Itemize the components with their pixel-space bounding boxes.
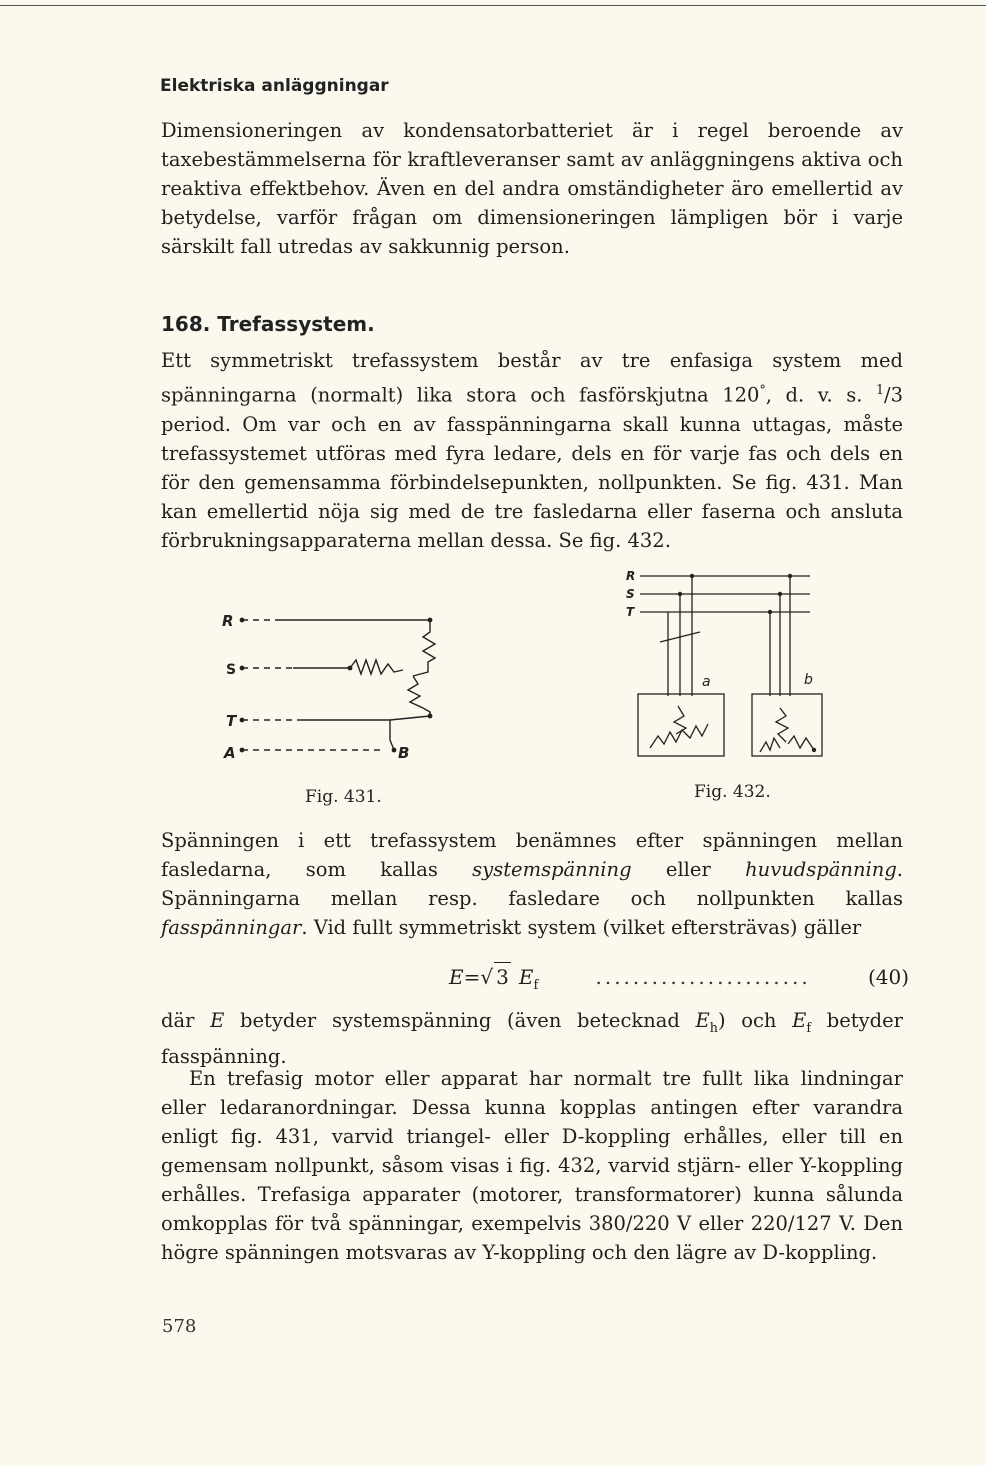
section-heading: 168. Trefassystem. (161, 312, 375, 336)
figure-431 (218, 600, 458, 779)
paragraph-trefassystem: Ett symmetriskt trefassystem består av tre enfasiga system med spänningarna (normalt) lika stora och fasförskjutna 120°, d. v. s. $^1$/3 period. Om var och en av fasspänningarna skall kunna uttagas, måste trefassystemet utföras med fyra ledare, dels en för varje fas och dels en för den gemensamma förbindelsepunkten, nollpunkten. Se fig. 431. Man kan emellertid nöja sig med de tre fasledarna eller faserna och ansluta förbrukningsapparaterna mellan dessa. Se fig. 432. (161, 349, 903, 552)
label-S: S (226, 662, 237, 678)
label-b: b (804, 672, 813, 688)
running-header: Elektriska anläggningar (160, 76, 389, 96)
label-T: T (226, 712, 237, 730)
delta-connection-diagram (218, 600, 458, 775)
caption-fig-431: Fig. 431. (305, 787, 382, 807)
label-T-432: T (626, 605, 635, 619)
figure-432 (620, 566, 835, 775)
paragraph-dimensioning: Dimensioneringen av kondensatorbatteriet är i regel beroende av taxebestämmelserna för kraftleveranser samt av anläggningens aktiva och reaktiva effektbehov. Även en del andra omständigheter äro emellertid av betydelse, varför frågan om dimensioneringen lämpligen bör i varje särskilt fall utredas av sakkunnig person. (161, 119, 903, 258)
equation-number: (40) (867, 965, 909, 989)
top-rule (0, 5, 986, 6)
caption-fig-432: Fig. 432. (694, 782, 771, 802)
term-huvudspanning: huvudspänning (745, 858, 897, 881)
label-B: B (398, 744, 410, 762)
label-R-432: R (626, 569, 636, 583)
star-connection-diagram (620, 566, 835, 771)
paragraph-motor: En trefasig motor eller apparat har normalt tre fullt lika lindningar eller ledaranordningar. Dessa kunna kopplas antingen efter varandra enligt fig. 431, varvid triangel- eller D-koppling erhålles, eller till en gemensam nollpunkt, såsom visas i fig. 432, varvid stjärn- eller Y-koppling erhålles. Trefasiga apparater (motorer, transformatorer) kunna sålunda omkopplas för två spänningar, exempelvis 380/220 V eller 220/127 V. Den högre spänningen motsvaras av Y-koppling och den lägre av D-koppling. (161, 1067, 903, 1264)
term-systemspanning: systemspänning (472, 858, 632, 881)
paragraph-definitions: där E betyder systemspänning (även betecknad $E_h$) och $E_f$ betyder fasspänning. (161, 1009, 903, 1068)
paragraph-systemspanning: Spänningen i ett trefassystem benämnes efter spänningen mellan fasledarna, som kallas systemspänning eller huvudspänning. Spänningarna mellan resp. fasledare och nollpunkten kallas fasspänningar. Vid fullt symmetriskt system (vilket eftersträvas) gäller (161, 829, 903, 939)
label-R: R (222, 612, 234, 630)
label-A: A (224, 744, 236, 762)
label-S-432: S (626, 587, 635, 601)
page-number: 578 (162, 1316, 197, 1337)
label-a: a (702, 674, 711, 690)
formula-40: E = √ 3 $E_f$ ....................... (40) (449, 962, 909, 1000)
term-fasspanningar: fasspänningar (161, 916, 302, 939)
